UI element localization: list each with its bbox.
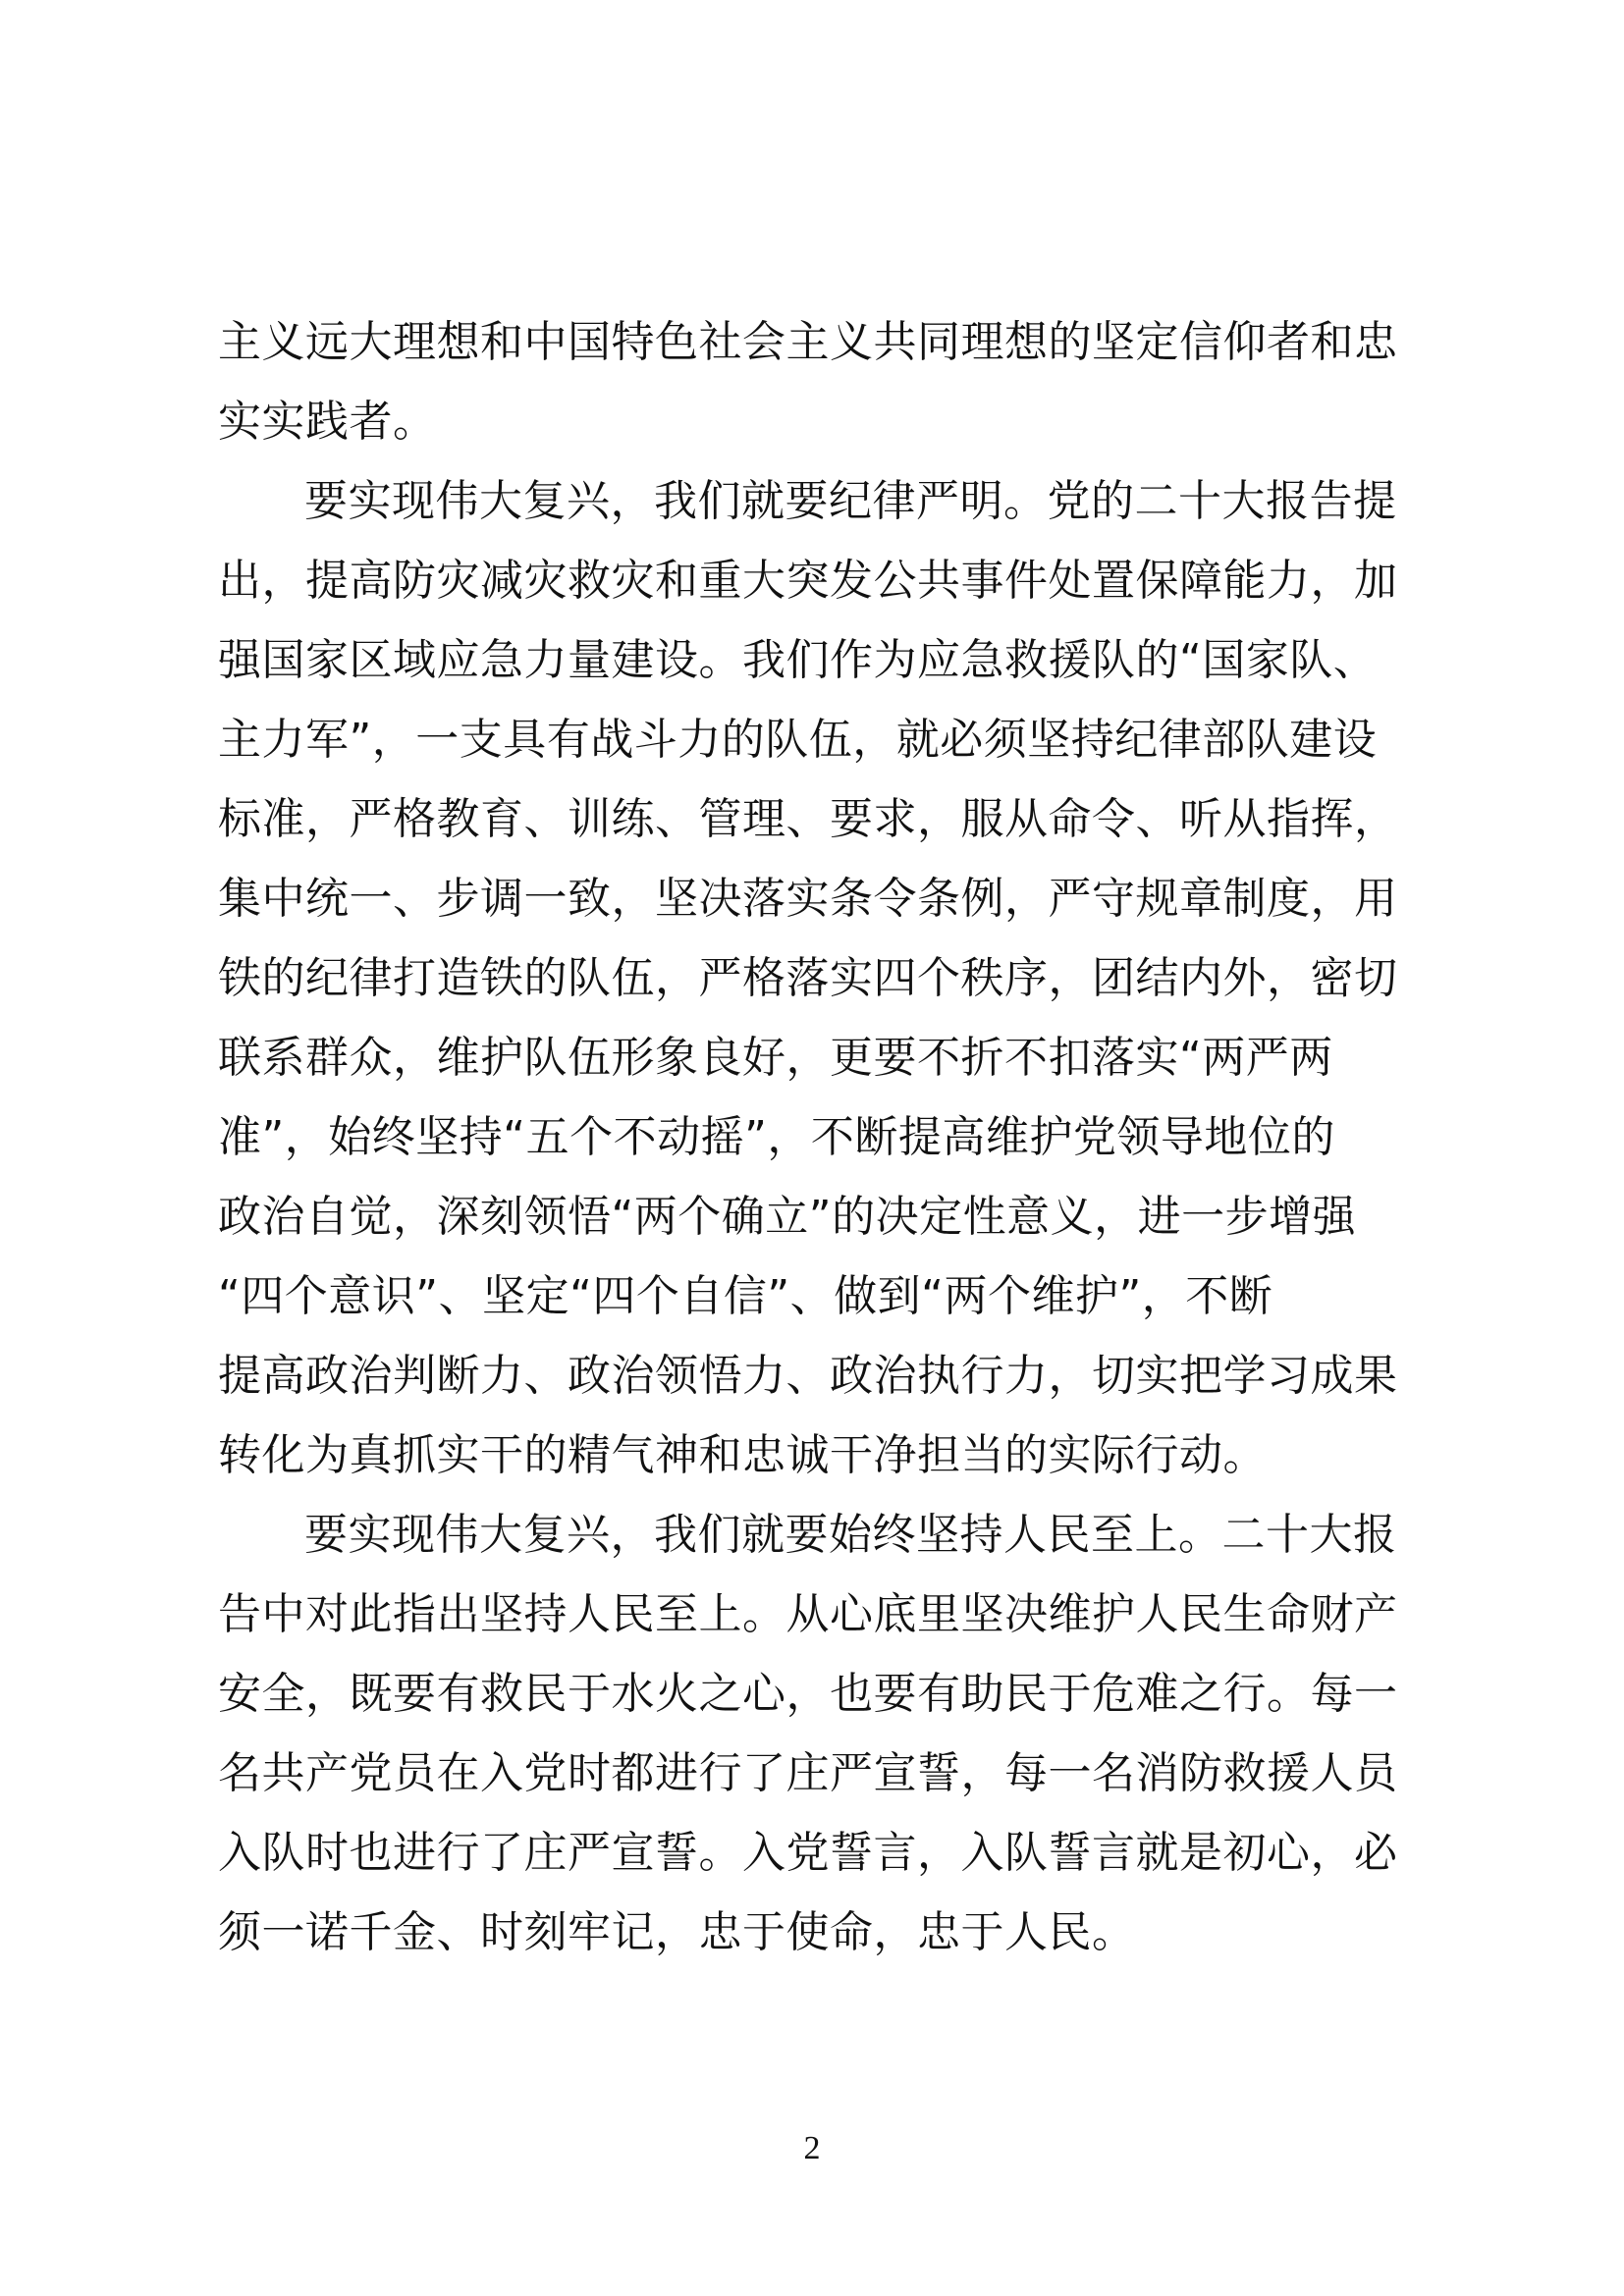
text-line: 标准，严格教育、训练、管理、要求，服从命令、听从指挥， <box>218 794 1398 844</box>
text-line: 名共产党员在入党时都进行了庄严宣誓，每一名消防救援人员 <box>218 1748 1398 1798</box>
text-line: 提高政治判断力、政治领悟力、政治执行力，切实把学习成果 <box>218 1351 1398 1401</box>
text-line: 主力军”，一支具有战斗力的队伍，就必须坚持纪律部队建设 <box>218 715 1378 765</box>
text-line: “四个意识”、坚定“四个自信”、做到“两个维护”，不断 <box>218 1271 1273 1321</box>
text-line: 实实践者。 <box>218 397 437 447</box>
text-line: 要实现伟大复兴，我们就要始终坚持人民至上。二十大报 <box>304 1510 1397 1560</box>
text-line: 联系群众，维护队伍形象良好，更要不折不扣落实“两严两 <box>218 1033 1333 1083</box>
text-line: 准”，始终坚持“五个不动摇”，不断提高维护党领导地位的 <box>218 1112 1335 1162</box>
text-line: 入队时也进行了庄严宣誓。入党誓言，入队誓言就是初心，必 <box>218 1828 1398 1878</box>
text-line: 安全，既要有救民于水火之心，也要有助民于危难之行。每一 <box>218 1669 1398 1719</box>
text-line: 告中对此指出坚持人民至上。从心底里坚决维护人民生命财产 <box>218 1589 1398 1639</box>
text-line: 铁的纪律打造铁的队伍，严格落实四个秩序，团结内外，密切 <box>218 953 1398 1003</box>
page-number: 2 <box>803 2130 821 2166</box>
text-line: 要实现伟大复兴，我们就要纪律严明。党的二十大报告提 <box>304 476 1397 526</box>
text-line: 主义远大理想和中国特色社会主义共同理想的坚定信仰者和忠 <box>218 317 1398 367</box>
text-line: 须一诺千金、时刻牢记，忠于使命，忠于人民。 <box>218 1907 1136 1957</box>
text-line: 强国家区域应急力量建设。我们作为应急救援队的“国家队、 <box>218 635 1378 685</box>
body-text <box>218 302 1408 1972</box>
text-line: 转化为真抓实干的精气神和忠诚干净担当的实际行动。 <box>218 1430 1267 1480</box>
text-line: 集中统一、步调一致，坚决落实条令条例，严守规章制度，用 <box>218 874 1398 924</box>
text-line: 出，提高防灾减灾救灾和重大突发公共事件处置保障能力，加 <box>218 556 1398 606</box>
text-line: 政治自觉，深刻领悟“两个确立”的决定性意义，进一步增强 <box>218 1192 1357 1242</box>
